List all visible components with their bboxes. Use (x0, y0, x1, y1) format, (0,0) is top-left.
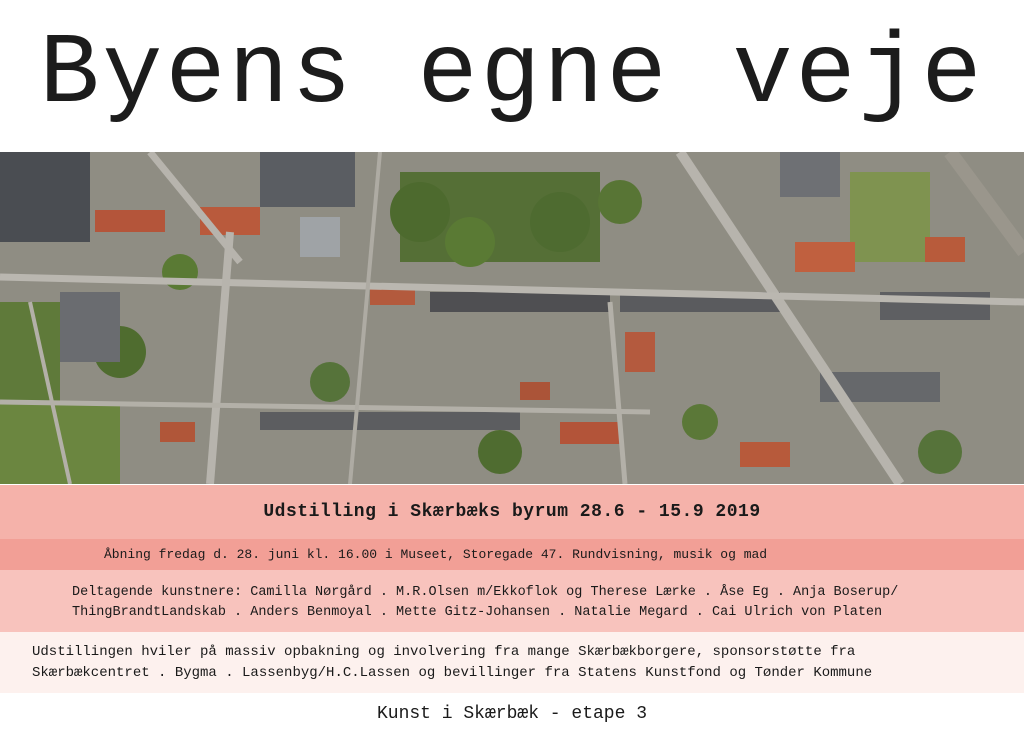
footer-text: Kunst i Skærbæk - etape 3 (376, 704, 648, 724)
artists-line-1: Deltagende kunstnere: Camilla Nørgård . M.R.Olsen m/Ekkoflok og Therese Lærke . Åse Eg . Anja Boserup/ (72, 585, 899, 600)
support-band (0, 632, 1024, 693)
artists-line-2: ThingBrandtLandskab . Anders Benmoyal . Mette Gitz-Johansen . Natalie Megard . Cai Ulrich von Platen (72, 605, 883, 620)
opening-info: Åbning fredag d. 28. juni kl. 16.00 i Museet, Storegade 47. Rundvisning, musik og mad (104, 547, 768, 562)
exhibition-headline: Udstilling i Skærbæks byrum 28.6 - 15.9 2019 (263, 502, 761, 522)
opening-band (0, 539, 1024, 570)
aerial-photo (0, 152, 1024, 484)
support-line-2: Skærbækcentret . Bygma . Lassenbyg/H.C.Lassen og bevillinger fra Statens Kunstfond og Tønder Kommune (32, 665, 873, 681)
headline-band (0, 485, 1024, 539)
support-line-1: Udstillingen hviler på massiv opbakning og involvering fra mange Skærbækborgere, sponsorstøtte fra (32, 644, 856, 660)
artists-band (0, 570, 1024, 632)
footer-band (0, 693, 1024, 735)
poster-title: Byens egne veje (39, 18, 985, 132)
